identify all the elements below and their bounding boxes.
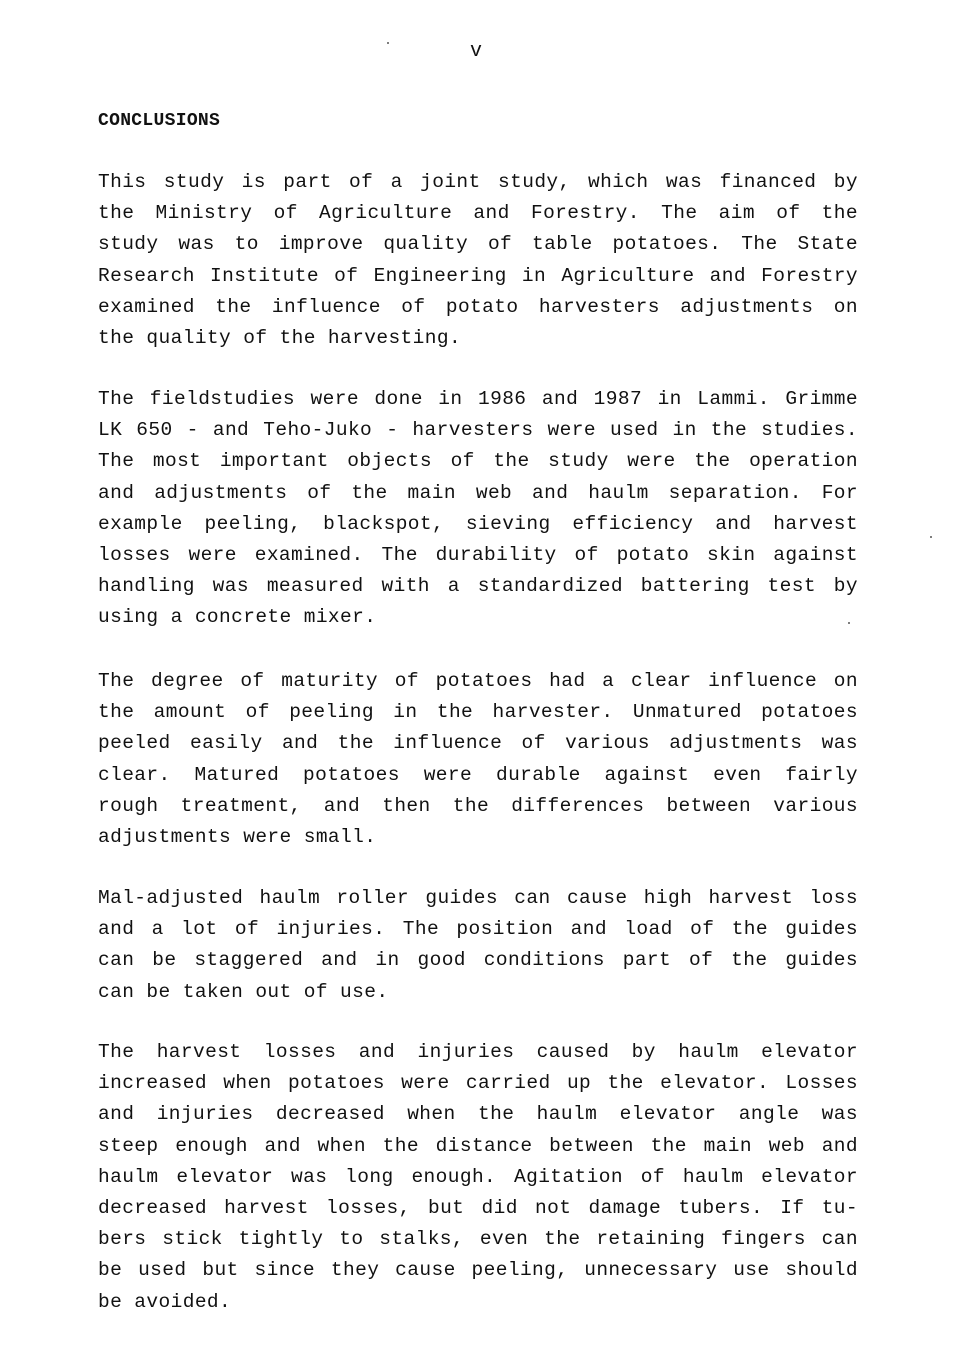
section-heading: CONCLUSIONS	[98, 111, 221, 131]
paragraph-fieldstudies	[98, 384, 858, 634]
text-line: and injuries decreased when the haulm elevator angle was	[98, 1103, 858, 1126]
text-line: using a concrete mixer.	[98, 606, 377, 629]
text-line: examined the influence of potato harvesters adjustments on	[98, 295, 858, 318]
text-line: steep enough and when the distance between the main web and	[98, 1134, 858, 1157]
text-line: The most important objects of the study were the operation	[98, 450, 858, 473]
paragraph-study-overview	[98, 167, 858, 354]
text-line: be used but since they cause peeling, unnecessary use should	[98, 1259, 858, 1282]
scan-speck	[387, 42, 389, 44]
text-line: peeled easily and the influence of various adjustments was	[98, 732, 858, 755]
text-line: haulm elevator was long enough. Agitation of haulm elevator	[98, 1165, 858, 1188]
text-line: handling was measured with a standardized battering test by	[98, 575, 858, 598]
text-line: rough treatment, and then the differences between various	[98, 794, 858, 817]
text-line: The harvest losses and injuries caused by haulm elevator	[98, 1041, 858, 1063]
text-line: losses were examined. The durability of potato skin against	[98, 543, 858, 566]
text-line: can be taken out of use.	[98, 980, 389, 1003]
text-line: increased when potatoes were carried up the elevator. Losses	[98, 1072, 858, 1095]
text-line: adjustments were small.	[98, 825, 377, 848]
paragraph-maturity	[98, 666, 858, 853]
text-line: the quality of the harvesting.	[98, 326, 462, 349]
text-line: and adjustments of the main web and haulm separation. For	[98, 481, 858, 504]
text-line: example peeling, blackspot, sieving efficiency and harvest	[98, 512, 858, 535]
text-line: Mal-adjusted haulm roller guides can cause high harvest loss	[98, 887, 858, 909]
text-line: be avoided.	[98, 1290, 232, 1313]
text-line: The degree of maturity of potatoes had a clear influence on	[98, 670, 858, 692]
text-line: LK 650 - and Teho-Juko - harvesters were used in the studies.	[98, 419, 858, 442]
text-line: The fieldstudies were done in 1986 and 1987 in Lammi. Grimme	[98, 388, 858, 410]
text-line: can be staggered and in good conditions part of the guides	[98, 949, 858, 972]
page-number: v	[470, 40, 483, 63]
text-line: Research Institute of Engineering in Agriculture and Forestry	[98, 264, 858, 287]
text-line: bers stick tightly to stalks, even the retaining fingers can	[98, 1228, 858, 1251]
text-line: the amount of peeling in the harvester. Unmatured potatoes	[98, 701, 858, 724]
paragraph-haulm-roller-guides	[98, 883, 858, 1008]
text-line: decreased harvest losses, but did not damage tubers. If tu-	[98, 1196, 858, 1219]
paragraph-haulm-elevator	[98, 1037, 858, 1318]
text-line: and a lot of injuries. The position and load of the guides	[98, 918, 858, 941]
text-line: This study is part of a joint study, which was financed by	[98, 171, 858, 193]
text-line: clear. Matured potatoes were durable against even fairly	[98, 763, 858, 786]
scan-speck	[930, 536, 932, 538]
text-line: the Ministry of Agriculture and Forestry. The aim of the	[98, 202, 858, 225]
text-line: study was to improve quality of table potatoes. The State	[98, 233, 858, 256]
